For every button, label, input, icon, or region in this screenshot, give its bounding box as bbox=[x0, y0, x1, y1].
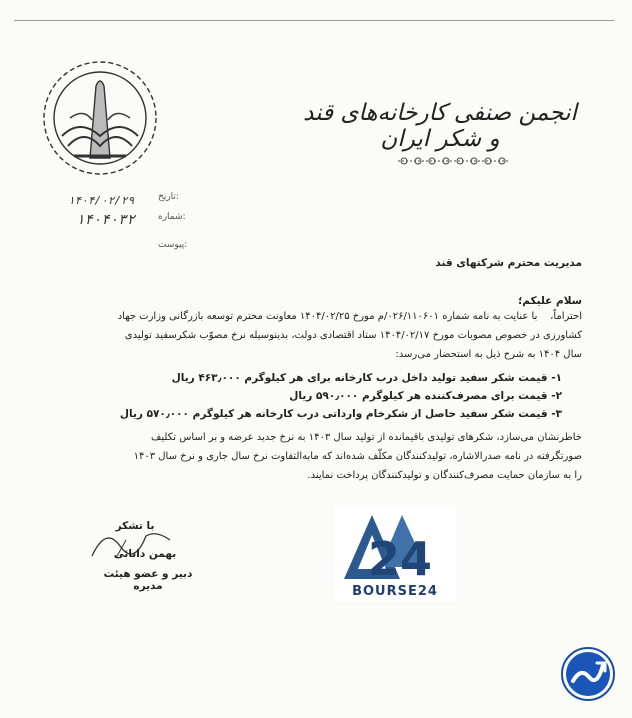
closing-line-3: را به سازمان حمایت مصرف‌کنندگان و تولیدکنندگان پرداخت نمایند. bbox=[307, 470, 582, 481]
greeting-line: سلام علیکم؛ bbox=[518, 295, 582, 307]
signature-title: دبیر و عضو هیئت مدیره bbox=[103, 568, 193, 592]
honorific: احتراماً، bbox=[550, 311, 582, 322]
date-label: تاریخ: bbox=[158, 192, 179, 202]
signature-name: بهمن دانائی bbox=[113, 548, 177, 560]
top-rule bbox=[14, 20, 614, 21]
closing-line-2: صورتگرفته در نامه صدرالاشاره، تولیدکنندگان مکلّف شده‌اند که مابه‌التفاوت نرخ سال جاری و نرخ سال ۱۴۰۳ bbox=[133, 451, 582, 462]
price-item-2: ۲- قیمت برای مصرف‌کننده هر کیلوگرم ۵۹۰٫۰۰۰ ریال bbox=[289, 390, 562, 402]
bourse24-brand-text: BOURSE24 bbox=[352, 584, 438, 599]
date-value: ۱۴۰۴/۰۲/۲۹ bbox=[68, 194, 135, 207]
bourse24-mark-icon bbox=[342, 509, 448, 581]
price-item-3: ۳- قیمت شکر سفید حاصل از شکرخام وارداتی درب کارخانه هر کیلوگرم ۵۷۰٫۰۰۰ ریال bbox=[119, 408, 562, 420]
intro-line-3: سال ۱۴۰۴ به شرح ذیل به استحضار می‌رسد: bbox=[395, 349, 582, 360]
number-label: شماره: bbox=[158, 212, 186, 222]
number-value: ۱۴۰۴۰۳۲ bbox=[76, 212, 136, 228]
intro-paragraph bbox=[42, 307, 582, 364]
intro-line-1: با عنایت به نامه شماره ۰۲۶/۱۱۰۶۰۱/م مورخ ۱۴۰۴/۰۲/۲۵ معاونت محترم توسعه بازرگانی وزارت جهاد bbox=[117, 311, 538, 322]
trend-badge-icon bbox=[561, 647, 615, 701]
association-seal-icon bbox=[40, 58, 160, 178]
attachment-label: پیوست: bbox=[158, 240, 188, 250]
signature-thanks: با تشکر bbox=[115, 520, 155, 532]
price-item-1: ۱- قیمت شکر سفید تولید داخل درب کارخانه برای هر کیلوگرم ۴۶۳٫۰۰۰ ریال bbox=[171, 372, 562, 384]
intro-line-2: کشاورزی در خصوص مصوبات مورخ ۱۴۰۴/۰۲/۱۷ ستاد اقتصادی دولت، بدینوسیله نرخ مصوّب شکرسفید تولیدی bbox=[124, 330, 582, 341]
bourse24-logo bbox=[334, 507, 456, 601]
ornament-divider bbox=[398, 153, 510, 169]
closing-paragraph bbox=[22, 428, 582, 485]
closing-line-1: خاطرنشان می‌سازد، شکرهای تولیدی باقیمانده از تولید سال ۱۴۰۳ به نرخ جدید عرضه و بر اساس تکلیف bbox=[151, 432, 582, 443]
recipient-line: مدیریت محترم شرکتهای قند bbox=[435, 257, 582, 269]
bourse24-mark-text: 24 bbox=[368, 532, 433, 581]
letterhead-title: انجمن صنفی کارخانه‌های قند و شکر ایران bbox=[303, 100, 577, 152]
